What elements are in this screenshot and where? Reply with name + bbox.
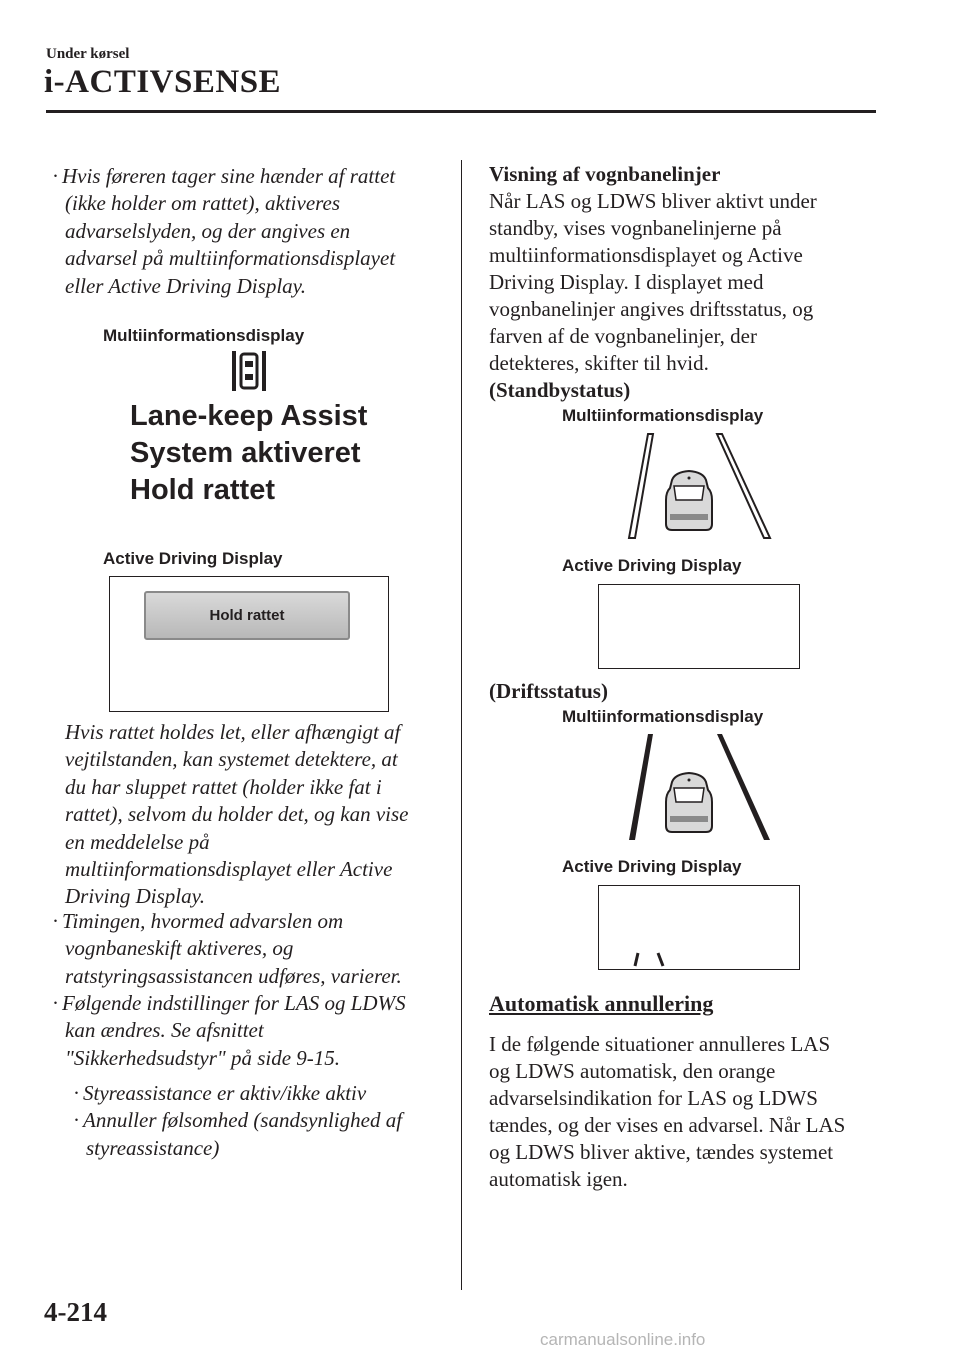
bullet-timing: · Timingen, hvormed advarslen om vognbaneskift aktiveres, og ratstyringsassistancen udføres, varierer. bbox=[52, 909, 402, 988]
lane-display-heading: Visning af vognbanelinjer bbox=[489, 162, 721, 186]
drift-mid-label: Multiinformationsdisplay bbox=[562, 707, 764, 726]
standby-mid-label: Multiinformationsdisplay bbox=[562, 406, 764, 425]
bullet-dot: · bbox=[52, 164, 59, 188]
standby-add-label: Active Driving Display bbox=[562, 556, 742, 575]
bullet-hands-off: · Hvis føreren tager sine hænder af rattet (ikke holder om rattet), aktiveres advarselslyden, og der angives en advarsel på multiinformationsdisplayet eller Active Driving Display. bbox=[52, 164, 396, 298]
auto-cancel-paragraph: I de følgende situationer annulleres LAS og LDWS automatisk, den orange advarselsindikation for LAS og LDWS tændes, og der vises en advarsel. Når LAS og LDWS bliver aktive, tændes systemet automatisk igen. bbox=[489, 1032, 846, 1191]
drift-lane-car-icon bbox=[620, 732, 780, 842]
drift-add-lane-marks bbox=[628, 950, 672, 968]
bullet-settings: · Følgende indstillinger for LAS og LDWS kan ændres. Se afsnittet "Sikkerhedsudstyr" på side 9-15. bbox=[52, 991, 406, 1070]
drift-add-label: Active Driving Display bbox=[562, 857, 742, 876]
lane-display-paragraph: Når LAS og LDWS bliver aktivt under standby, vises vognbanelinjerne på multiinformationsdisplayet og Active Driving Display. I displayet med vognbanelinjer angives driftsstatus, og farven af de vognbanelinjer, der detekteres, skifter til hvid. bbox=[489, 189, 817, 375]
mid-message: Lane-keep Assist System aktiveret Hold rattet bbox=[130, 400, 368, 506]
section-label: Under kørsel bbox=[46, 46, 130, 62]
lane-keep-icon bbox=[230, 350, 268, 392]
page-title: i-ACTIVSENSE bbox=[44, 64, 282, 100]
page-number: 4-214 bbox=[44, 1297, 107, 1327]
standby-label: (Standbystatus) bbox=[489, 378, 631, 402]
add-label: Active Driving Display bbox=[103, 549, 283, 568]
auto-cancel-heading: Automatisk annullering bbox=[489, 991, 714, 1016]
watermark: carmanualsonline.info bbox=[540, 1330, 706, 1349]
drift-label: (Driftsstatus) bbox=[489, 679, 608, 703]
standby-lane-car-icon bbox=[620, 430, 780, 540]
header-rule bbox=[46, 110, 876, 113]
mid-label: Multiinformationsdisplay bbox=[103, 326, 305, 345]
hold-wheel-message: Hold rattet bbox=[144, 591, 350, 640]
column-divider bbox=[461, 160, 462, 1290]
standby-add-frame bbox=[598, 584, 800, 669]
note-paragraph: Hvis rattet holdes let, eller afhængigt af vejtilstanden, kan systemet detektere, at du har sluppet rattet (holder ikke fat i rattet), selvom du holder det, og kan vise en meddelelse på multiinformationsdisplayet eller Active Driving Display. bbox=[65, 720, 409, 909]
sub-bullets: · Styreassistance er aktiv/ikke aktiv · Annuller følsomhed (sandsynlighed af styreassistance) bbox=[73, 1081, 403, 1160]
